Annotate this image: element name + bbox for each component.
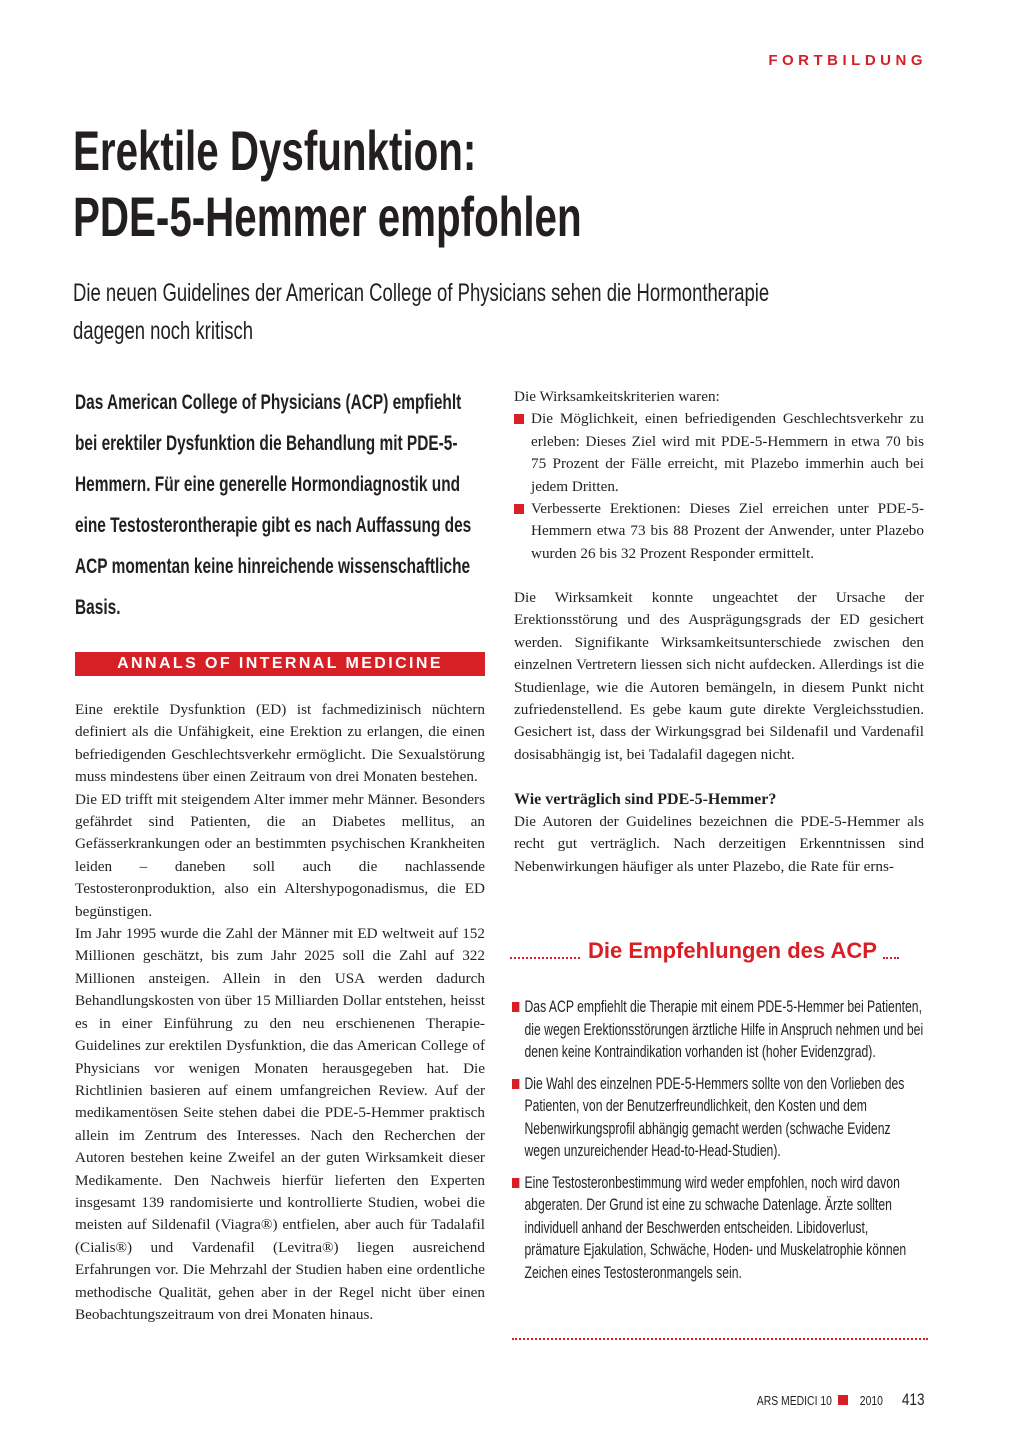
recommendations-list [512, 996, 924, 1293]
box-title: Die Empfehlungen des ACP [588, 938, 877, 963]
list-item [512, 1172, 924, 1285]
criteria-text: Verbesserte Erektionen: Dieses Ziel erreichen unter PDE-5-Hemmern etwa 73 bis 88 Prozent der Anwender, unter Plazebo wurden 26 bis 32 Prozent Responder ermittelt. [531, 500, 924, 562]
recommendations-box-header [510, 938, 928, 964]
journal-year: 2010 [859, 1392, 883, 1408]
list-item [514, 498, 924, 565]
recommendation-text: Das ACP empfiehlt die Therapie mit einem PDE-5-Hemmer bei Patienten, die wegen Erektionsstörungen ärztliche Hilfe in Anspruch nehmen und bei denen keine Kontraindikation vorhanden ist (hoher Evidenzgrad). [524, 997, 924, 1061]
bullet-square-icon [512, 1002, 519, 1012]
efficacy-paragraph: Die Wirksamkeit konnte ungeachtet der Ursache der Erektionsstörung und des Ausprägungsgrads der ED gesichert werden. Signifikante Wirksamkeitsunterschiede zwischen den einzelnen Vertretern liessen sich nicht aufdecken. Allerdings ist die Studienlage, wie die Autoren bemängeln, in diesem Punkt nicht zufriedenstellend. Es gebe kaum gute direkte Vergleichsstudien. Gesichert ist, dass der Wirkungsgrad bei Sildenafil und Vardenafil dosisabhängig ist, bei Tadalafil dagegen nicht. [514, 589, 924, 763]
tolerability-paragraph: Die Autoren der Guidelines bezeichnen die PDE-5-Hemmer als recht gut verträglich. Nach derzeitigen Erkenntnissen sind Nebenwirkungen häufiger als unter Plazebo, die Rate für erns- [514, 813, 924, 875]
body-paragraph: Die ED trifft mit steigendem Alter immer mehr Männer. Besonders gefährdet sind Patienten, die an Diabetes mellitus, an Gefässerkrankungen oder an bestimmten psychischen Krankheiten leiden – daneben soll auch die nachlassende Testosteronproduktion, also ein Altershypogonadismus, die ED begünstigen. [75, 790, 485, 920]
section-heading: Wie verträglich sind PDE-5-Hemmer? [514, 791, 777, 808]
body-paragraph: Im Jahr 1995 wurde die Zahl der Männer mit ED weltweit auf 152 Millionen geschätzt, bis zum Jahr 2025 soll die Zahl auf 322 Millionen ansteigen. Allein in den USA werden dadurch Behandlungskosten von über 15 Milliarden Dollar entstehen, heisst es in einer Einführung zu den neu erschienenen Therapie-Guidelines zur erektilen Dysfunktion, die das American College of Physicians vor wenigen Monaten herausgegeben hat. Die Richtlinien basieren auf einem umfangreichen Review. Auf der medikamentösen Seite stehen dabei die PDE-5-Hemmer praktisch allein im Zentrum des Interesses. Nach den Recherchen der Autoren bestehen keine Zweifel an der guten Wirksamkeit dieser Medikamente. Den Nachweis hierfür lieferten den Experten insgesamt 139 randomisierte und kontrollierte Studien, wobei die meisten auf Sildenafil (Viagra®) entfielen, aber auch für Tadalafil (Cialis®) und Vardenafil (Levitra®) liegen ausreichend Erfahrungen vor. Die Mehrzahl der Studien haben eine ordentliche methodische Qualität, gehen aber in der Regel nicht über einen Beobachtungszeitraum von drei Monaten hinaus. [75, 925, 485, 1323]
source-banner: ANNALS OF INTERNAL MEDICINE [75, 652, 485, 676]
article-subtitle [73, 274, 813, 350]
list-item [512, 996, 924, 1064]
column-2-top [514, 386, 924, 565]
section-label: FORTBILDUNG [768, 52, 927, 69]
dotted-rule [510, 943, 580, 959]
column-1 [75, 699, 485, 1326]
journal-name: ARS MEDICI 10 [756, 1392, 832, 1408]
recommendation-text: Eine Testosteronbestimmung wird weder empfohlen, noch wird davon abgeraten. Der Grund ist eine zu schwache Datenlage. Ärzte sollten individuell anhand der Beschwerden entscheiden. Libidoverlust, prämature Ejakulation, Schwäche, Hoden- und Muskelatrophie können Zeichen eines Testosteronmangels sein. [524, 1172, 907, 1282]
bullet-square-icon [514, 414, 524, 424]
list-item [514, 408, 924, 498]
article-title [73, 118, 721, 250]
page-footer [738, 1390, 927, 1410]
bullet-square-icon [512, 1079, 519, 1089]
recommendation-text: Die Wahl des einzelnen PDE-5-Hemmers sollte von den Vorlieben des Patienten, von der Benutzerfreundlichkeit, den Kosten und dem Nebenwirkungsprofil abhängig gemacht werden (schwache Evidenz wegen unzureichender Head-to-Head-Studien). [524, 1073, 905, 1160]
criteria-intro: Die Wirksamkeitskriterien waren: [514, 388, 720, 405]
box-bottom-dotted-rule [512, 1338, 928, 1340]
dotted-rule [883, 943, 899, 959]
page-number: 413 [901, 1390, 925, 1409]
square-separator-icon [838, 1395, 848, 1405]
subtitle-line: Die neuen Guidelines der American College of Physicians sehen die Hormontherapie [73, 279, 770, 307]
title-line: PDE-5-Hemmer empfohlen [73, 185, 582, 248]
criteria-list [514, 408, 924, 565]
title-line: Erektile Dysfunktion: [73, 119, 477, 182]
list-item [512, 1073, 924, 1163]
bullet-square-icon [512, 1178, 519, 1188]
subtitle-line: dagegen noch kritisch [73, 317, 253, 345]
body-paragraph: Eine erektile Dysfunktion (ED) ist fachmedizinisch nüchtern definiert als die Unfähigkeit, eine Erektion zu erlangen, die einen befriedigenden Geschlechtsverkehr ermöglicht. Die Sexualstörung muss mindestens über einen Zeitraum von drei Monaten bestehen. [75, 701, 485, 786]
bullet-square-icon [514, 504, 524, 514]
lead-paragraph: Das American College of Physicians (ACP) empfiehlt bei erektiler Dysfunktion die Behandlung mit PDE-5-Hemmern. Für eine generelle Hormondiagnostik und eine Testosterontherapie gibt es nach Auffassung des ACP momentan keine hinreichende wissenschaftliche Basis. [75, 391, 472, 619]
criteria-text: Die Möglichkeit, einen befriedigenden Geschlechtsverkehr zu erleben: Dieses Ziel wird mit PDE-5-Hemmern in etwa 70 bis 75 Prozent der Fälle erreicht, mit Plazebo immerhin auch bei jedem Dritten. [531, 410, 924, 495]
